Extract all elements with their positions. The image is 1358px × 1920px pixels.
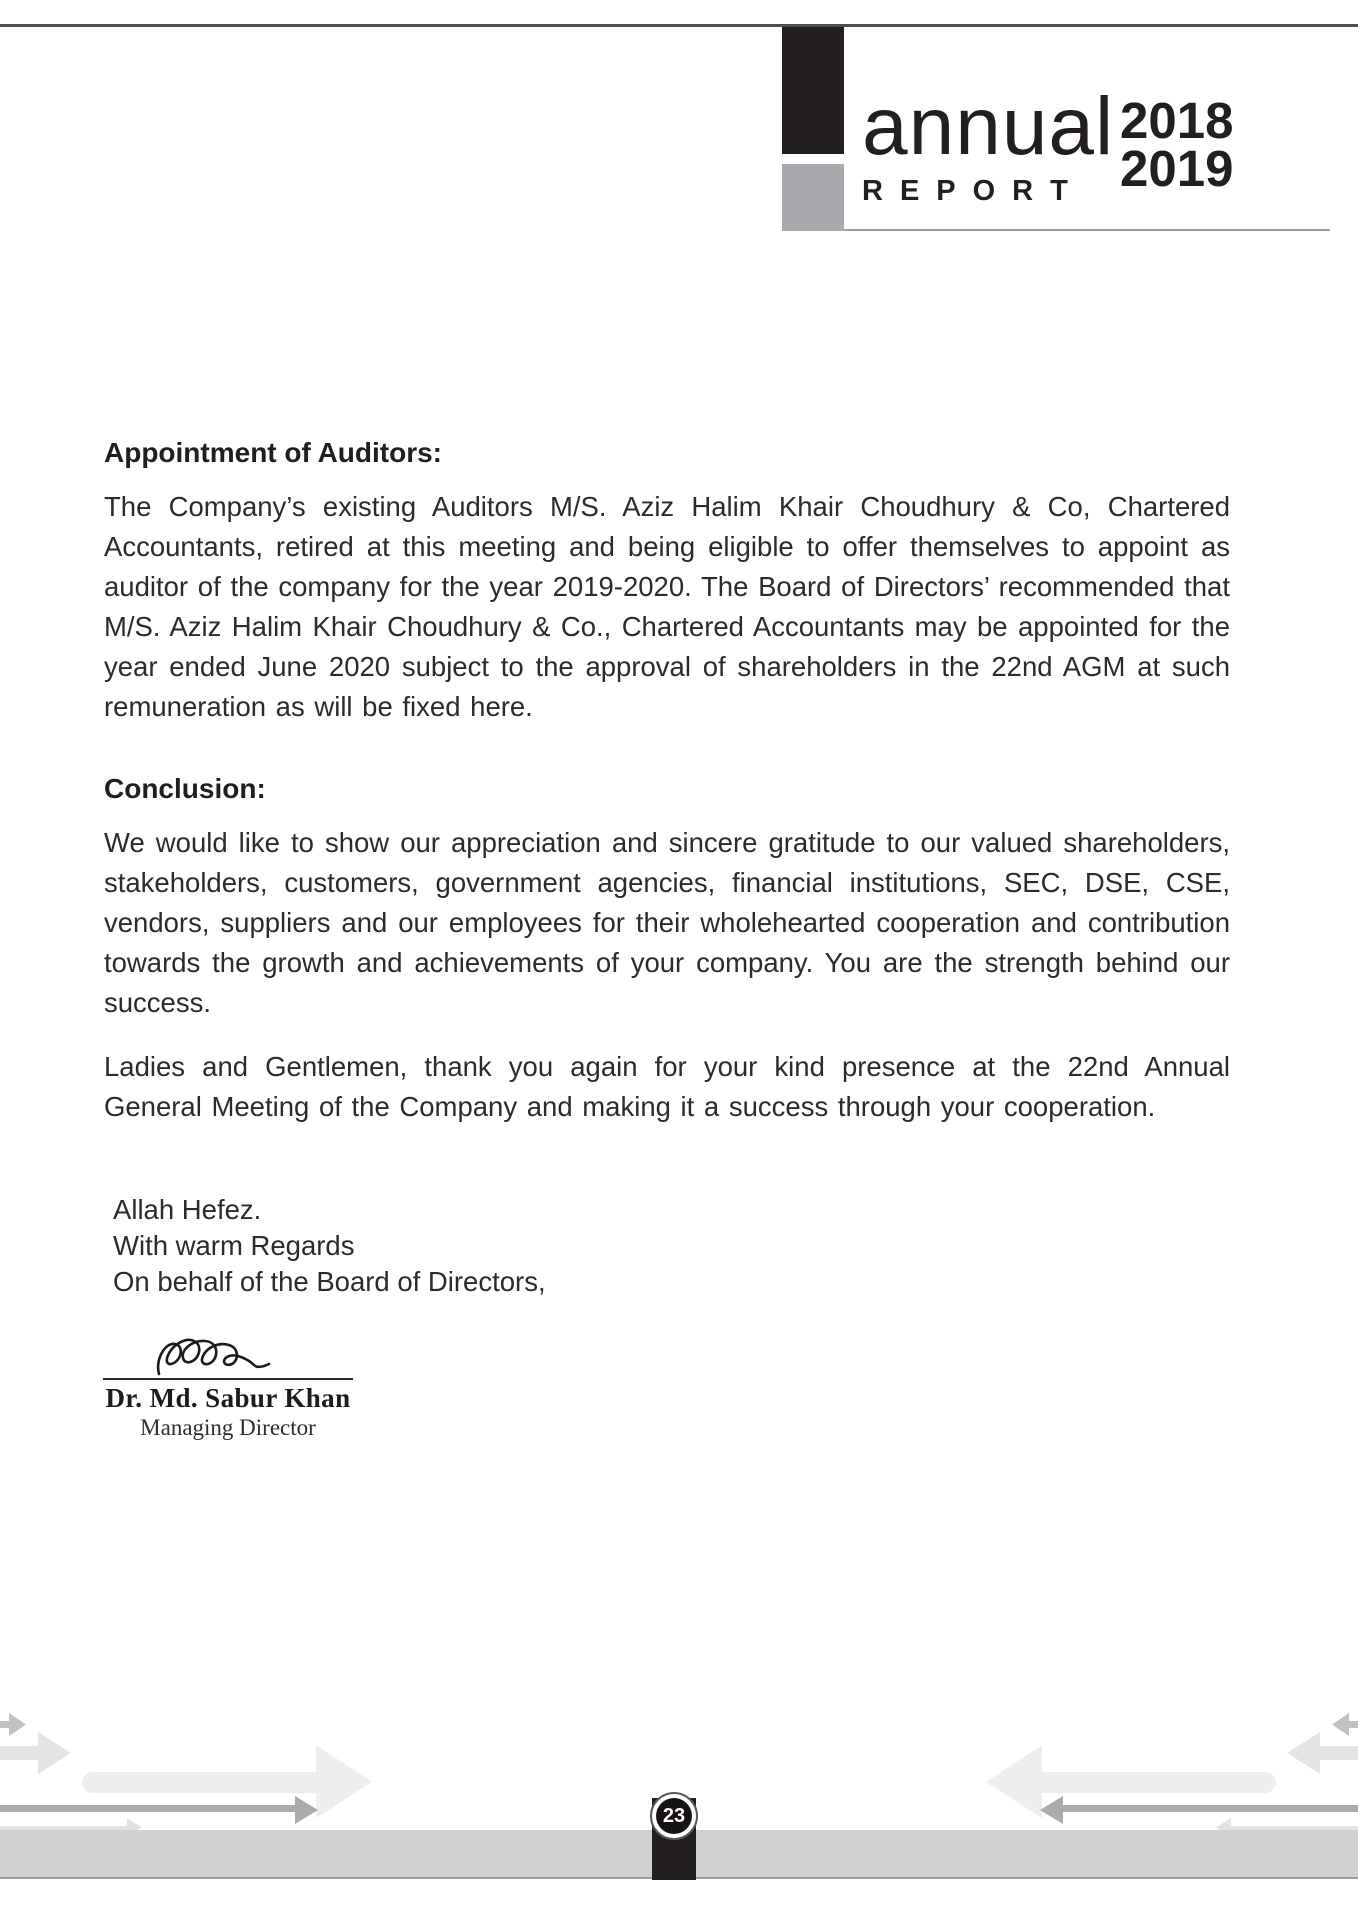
- paragraph-auditors: The Company’s existing Auditors M/S. Aziz Halim Khair Choudhury & Co, Chartered Accountants, retired at this meeting and being eligible to offer themselves to appoint as auditor of the company for the year 2019-2020. The Board of Directors’ recommended that M/S. Aziz Halim Khair Choudhury & Co., Chartered Accountants may be appointed for the year ended June 2020 subject to the approval of shareholders in the 22nd AGM at such remuneration as will be fixed here.: [104, 491, 1230, 722]
- paragraph-conclusion-2: Ladies and Gentlemen, thank you again for your kind presence at the 22nd Annual General Meeting of the Company and making it a success through your cooperation.: [104, 1051, 1230, 1122]
- section-heading-auditors: Appointment of Auditors:: [104, 437, 443, 468]
- year-bottom: 2019: [1120, 140, 1234, 198]
- report-brand: [862, 81, 1115, 208]
- signoff-line: On behalf of the Board of Directors,: [113, 1266, 546, 1297]
- page-number-badge: [650, 1792, 698, 1840]
- report-years: [1120, 92, 1234, 198]
- left-arrows-decoration-icon: [978, 1705, 1358, 1840]
- brand-subtitle: REPORT: [862, 175, 1085, 207]
- header-underline: [844, 229, 1330, 231]
- logo-block-gray: [782, 164, 844, 231]
- signoff-line: Allah Hefez.: [113, 1194, 262, 1225]
- signature-scribble-icon: [155, 1334, 275, 1382]
- brand-title: annual: [862, 81, 1115, 172]
- right-arrows-decoration-icon: [0, 1705, 380, 1840]
- signoff-block: [113, 1192, 546, 1300]
- signatory-name: Dr. Md. Sabur Khan: [105, 1383, 351, 1413]
- section-heading-conclusion: Conclusion:: [104, 773, 266, 804]
- signoff-line: With warm Regards: [113, 1230, 355, 1261]
- page-number: 23: [656, 1798, 692, 1834]
- letter-body: [104, 437, 1230, 1147]
- header-rule: [0, 24, 1358, 27]
- signature-block: [103, 1334, 353, 1441]
- year-top: 2018: [1120, 92, 1234, 149]
- paragraph-conclusion-1: We would like to show our appreciation and sincere gratitude to our valued shareholders, stakeholders, customers, government agencies, financial institutions, SEC, DSE, CSE, vendors, suppliers and our employees for their wholehearted cooperation and contribution towards the growth and achievements of your company. You are the strength behind our success.: [104, 827, 1230, 1018]
- signature-rule: [103, 1378, 353, 1380]
- signatory-title: Managing Director: [140, 1415, 316, 1440]
- logo-block-dark: [782, 27, 844, 154]
